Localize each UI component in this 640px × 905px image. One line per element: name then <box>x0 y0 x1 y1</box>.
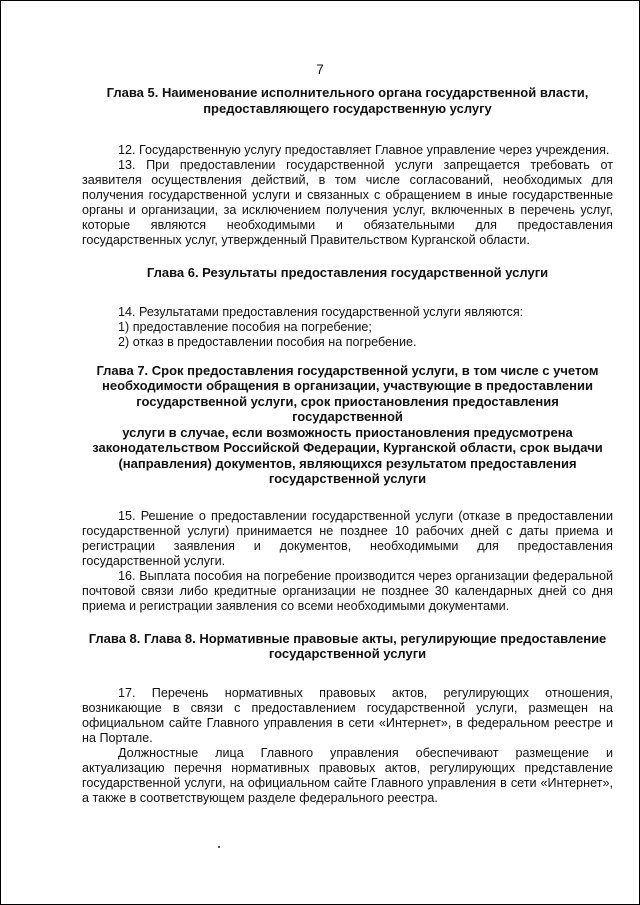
paragraph-12: 12. Государственную услугу предоставляет Главное управление через учреждения. <box>118 143 610 157</box>
chapter-7-heading-line-7: государственной услуги <box>268 471 427 486</box>
paragraph-16: 16. Выплата пособия на погребение производится через организации федеральной почтовой связи либо кредитные организации не позднее 30 календарных дней со дня приема и регистрации заявления со всеми необходимыми документами. <box>82 568 613 613</box>
chapter-7-heading-line-4: услуги в случае, если возможность приостановления предусмотрена <box>122 424 573 440</box>
chapter-8 <box>82 631 613 806</box>
scan-speck <box>218 846 220 848</box>
paragraph-14: 14. Результатами предоставления государственной услуги являются: <box>118 304 524 319</box>
chapter-6 <box>82 265 613 350</box>
result-item-2: 2) отказ в предоставлении пособия на погребение. <box>118 334 417 349</box>
paragraph-officials: Должностные лица Главного управления обеспечивают размещение и актуализацию перечня нормативных правовых актов, регулирующих представление государственной услуги, на официальном сайте Главного управления в сети «Интернет», а также в соответствующем разделе федерального реестра. <box>82 745 613 805</box>
chapter-5-heading-line-1: Глава 5. Наименование исполнительного органа государственной власти, <box>106 85 589 100</box>
chapter-8-heading-line-1: Глава 8. Глава 8. Нормативные правовые акты, регулирующие предоставление <box>88 630 607 646</box>
paragraph-13: 13. При предоставлении государственной услуги запрещается требовать от заявителя осуществления действий, в том числе согласований, необходимых для получения государственной услуги и связанных с обращением в иные государственные органы и организации, за исключением получения услуг, включенных в перечень услуг, которые являются необходимыми и обязательными для предоставления государственных услуг, утвержденный Правительством Курганской области. <box>82 158 613 247</box>
chapter-8-heading-line-2: государственной услуги <box>268 646 427 661</box>
chapter-5 <box>82 85 613 248</box>
paragraph-15: 15. Решение о предоставлении государственной услуги (отказе в предоставлении государственной услуги) принимается не позднее 10 рабочих дней с даты приема и регистрации заявления и документов, необходимыми для предоставления государственной услуги. <box>82 508 613 568</box>
document-body <box>82 85 613 806</box>
chapter-7-heading-line-3: государственной услуги, срок приостановления предоставления государственной <box>136 393 559 424</box>
result-item-1: 1) предоставление пособия на погребение; <box>118 319 372 334</box>
chapter-7-heading-line-1: Глава 7. Срок предоставления государственной услуги, в том числе с учетом <box>96 362 599 378</box>
chapter-7 <box>82 363 613 614</box>
paragraph-17: 17. Перечень нормативных правовых актов, регулирующих отношения, возникающие в связи с предоставлением государственной услуги, размещен на официальном сайте Главного управления в сети «Интернет», в федеральном реестре и на Портале. <box>82 685 613 745</box>
chapter-6-heading: Глава 6. Результаты предоставления государственной услуги <box>146 265 549 280</box>
chapter-7-heading-line-2: необходимости обращения в организации, участвующие в предоставлении <box>102 378 593 393</box>
page-number: 7 <box>316 62 324 77</box>
chapter-7-heading-line-5: законодательством Российской Федерации, Курганской области, срок выдачи <box>92 440 603 455</box>
chapter-7-heading-line-6: (направления) документов, являющихся результатом предоставления <box>118 455 577 471</box>
chapter-5-heading-line-2: предоставляющего государственную услугу <box>203 100 492 116</box>
